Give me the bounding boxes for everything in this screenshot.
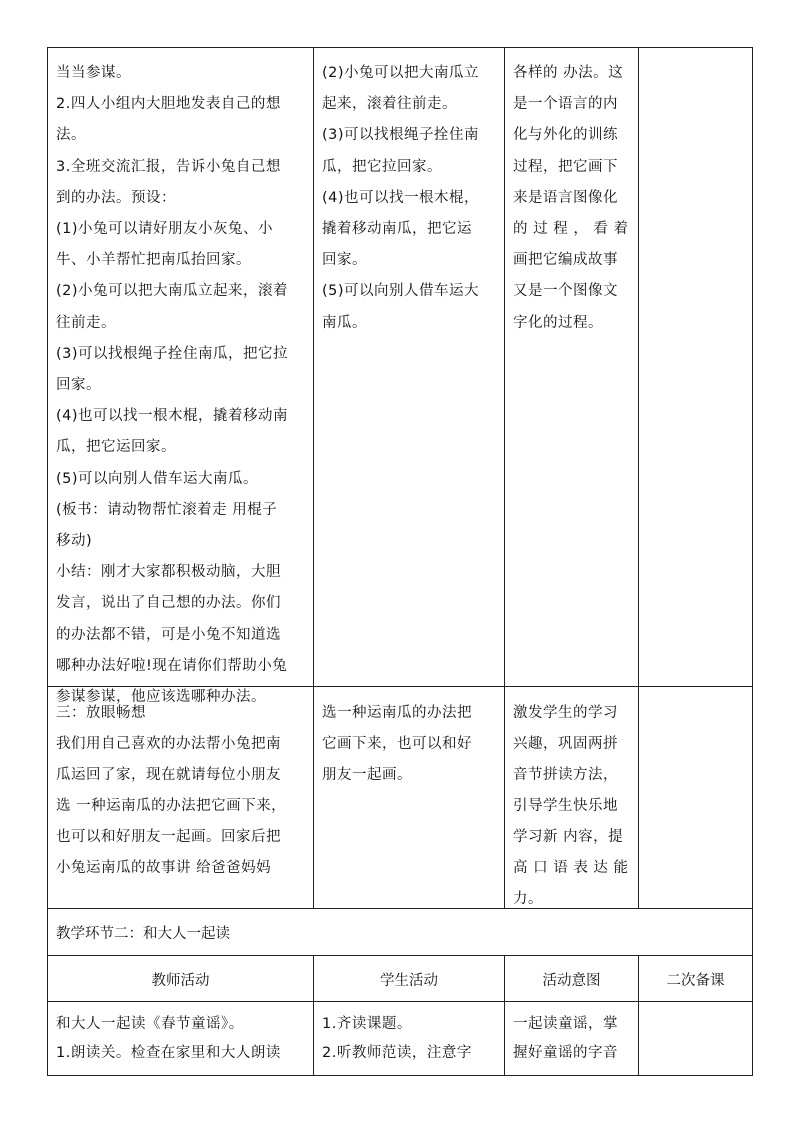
text-line: 2.四人小组内大胆地发表自己的想 [56, 96, 281, 113]
text-line: 它画下来，也可以和好 [322, 736, 472, 752]
text-line: 1.朗读关。检查在家里和大人朗读 [56, 1045, 281, 1061]
text-line: (4)也可以找一根木棍，撬着移动南 [56, 408, 289, 425]
text-line: 我们用自己喜欢的办法帮小兔把南 [56, 736, 281, 752]
text-line: (1)小兔可以请好朋友小灰兔、小 [56, 221, 274, 238]
text-line: 学习新 内容，提 [513, 829, 624, 845]
text-line: 兴趣，巩固两拼 [513, 736, 618, 752]
text-line: 过程，把它画下 [513, 158, 618, 175]
text-line: 各样的 办法。这 [513, 65, 624, 81]
text-line: (2)小兔可以把大南瓜立起来，滚着 [56, 283, 289, 300]
text-line: 撬着移动南瓜，把它运 [322, 221, 472, 238]
text-line: 画把它编成故事 [513, 252, 618, 269]
header-activity-intent: 活动意图 [542, 973, 601, 989]
text-line: (5)可以向别人借车运大 [322, 283, 480, 300]
text-line: 回家。 [322, 252, 367, 269]
text-line: 小兔运南瓜的故事讲 给爸爸妈妈 [56, 860, 272, 876]
text-line: 一起读童谣，掌 [513, 1016, 618, 1032]
teacher-activity-cell [56, 58, 311, 713]
header-second-prep: 二次备课 [666, 973, 725, 989]
text-line: 和大人一起读《春节童谣》。 [56, 1016, 244, 1032]
text-line: (5)可以向别人借车运大南瓜。 [56, 470, 259, 487]
text-line: 往前走。 [56, 314, 116, 331]
text-line: 激发学生的学习 [513, 705, 618, 721]
teacher-activity-cell [56, 698, 311, 884]
text-line: 瓜，把它运回家。 [56, 439, 176, 456]
text-line: 也可以和好朋友一起画。回家后把 [56, 829, 281, 845]
text-line: 瓜，把它拉回家。 [322, 158, 442, 175]
activity-intent-cell [513, 1010, 637, 1068]
table-right-border [752, 47, 753, 1076]
text-line: 南瓜。 [322, 314, 367, 331]
row-divider [47, 908, 753, 909]
text-line: 字化的过程。 [513, 314, 603, 331]
text-line: 起来，滚着往前走。 [322, 96, 457, 113]
teacher-activity-cell [56, 1010, 311, 1068]
table-top-border [47, 47, 753, 48]
text-line: 化与外化的训练 [513, 127, 618, 144]
student-activity-cell [322, 698, 502, 791]
text-line: 牛、小羊帮忙把南瓜抬回家。 [56, 252, 251, 269]
column-divider [313, 47, 314, 909]
text-line: 瓜运回了家，现在就请每位小朋友 [56, 767, 281, 783]
text-line: 回家。 [56, 377, 101, 394]
text-line: 3.全班交流汇报，告诉小兔自己想 [56, 158, 281, 175]
student-activity-cell [322, 1010, 502, 1068]
section-title: 教学环节二：和大人一起读 [56, 926, 230, 942]
text-line: 哪种办法好啦!现在请你们帮助小兔 [56, 657, 288, 674]
text-line: 音节拼读方法， [513, 767, 618, 783]
text-line: 移动) [56, 533, 93, 550]
activity-intent-cell [513, 698, 637, 915]
row-divider [47, 955, 753, 956]
text-line: (3)可以找根绳子拴住南 [322, 127, 480, 144]
text-line: 到的办法。预设： [56, 189, 176, 206]
text-line: (4)也可以找一根木棍， [322, 189, 480, 206]
column-divider [638, 47, 639, 909]
text-line: 朋友一起画。 [322, 767, 412, 783]
text-line: 发言，说出了自己想的办法。你们 [56, 595, 281, 612]
table-left-border [47, 47, 48, 1076]
text-line: 当当参谋。 [56, 65, 131, 81]
header-student-activity: 学生活动 [380, 973, 438, 989]
text-line: 选 一种运南瓜的办法把它画下来， [56, 798, 287, 814]
text-line: 是一个语言的内 [513, 96, 618, 113]
text-line: 参谋参谋，他应该选哪种办法。 [56, 689, 266, 706]
column-divider [504, 47, 505, 909]
text-line: 高 口 语 表 达 能 [513, 860, 629, 876]
text-line: 选一种运南瓜的办法把 [322, 705, 472, 721]
text-line: 小结：刚才大家都积极动脑，大胆 [56, 564, 281, 581]
text-line: 来是语言图像化 [513, 189, 618, 206]
table-bottom-border [47, 1075, 753, 1076]
activity-intent-cell [513, 58, 637, 339]
header-teacher-activity: 教师活动 [151, 973, 210, 989]
text-line: 法。 [56, 127, 86, 144]
text-line: 又是一个图像文 [513, 283, 618, 300]
text-line: (板书：请动物帮忙滚着走 用棍子 [56, 501, 278, 518]
text-line: 力。 [513, 891, 543, 907]
text-line: 的办法都不错，可是小兔不知道选 [56, 626, 281, 643]
text-line: (3)可以找根绳子拴住南瓜，把它拉 [56, 345, 289, 362]
text-line: 握好童谣的字音 [513, 1045, 618, 1061]
text-line: 的 过 程 ， 看 着 [513, 221, 629, 238]
text-line: 2.听教师范读，注意字 [322, 1045, 472, 1061]
text-line: (2)小兔可以把大南瓜立 [322, 65, 480, 81]
text-line: 1.齐读课题。 [322, 1016, 412, 1032]
text-line: 三：放眼畅想 [56, 705, 146, 721]
row-divider [47, 1001, 753, 1002]
student-activity-cell [322, 58, 502, 339]
text-line: 引导学生快乐地 [513, 798, 618, 814]
